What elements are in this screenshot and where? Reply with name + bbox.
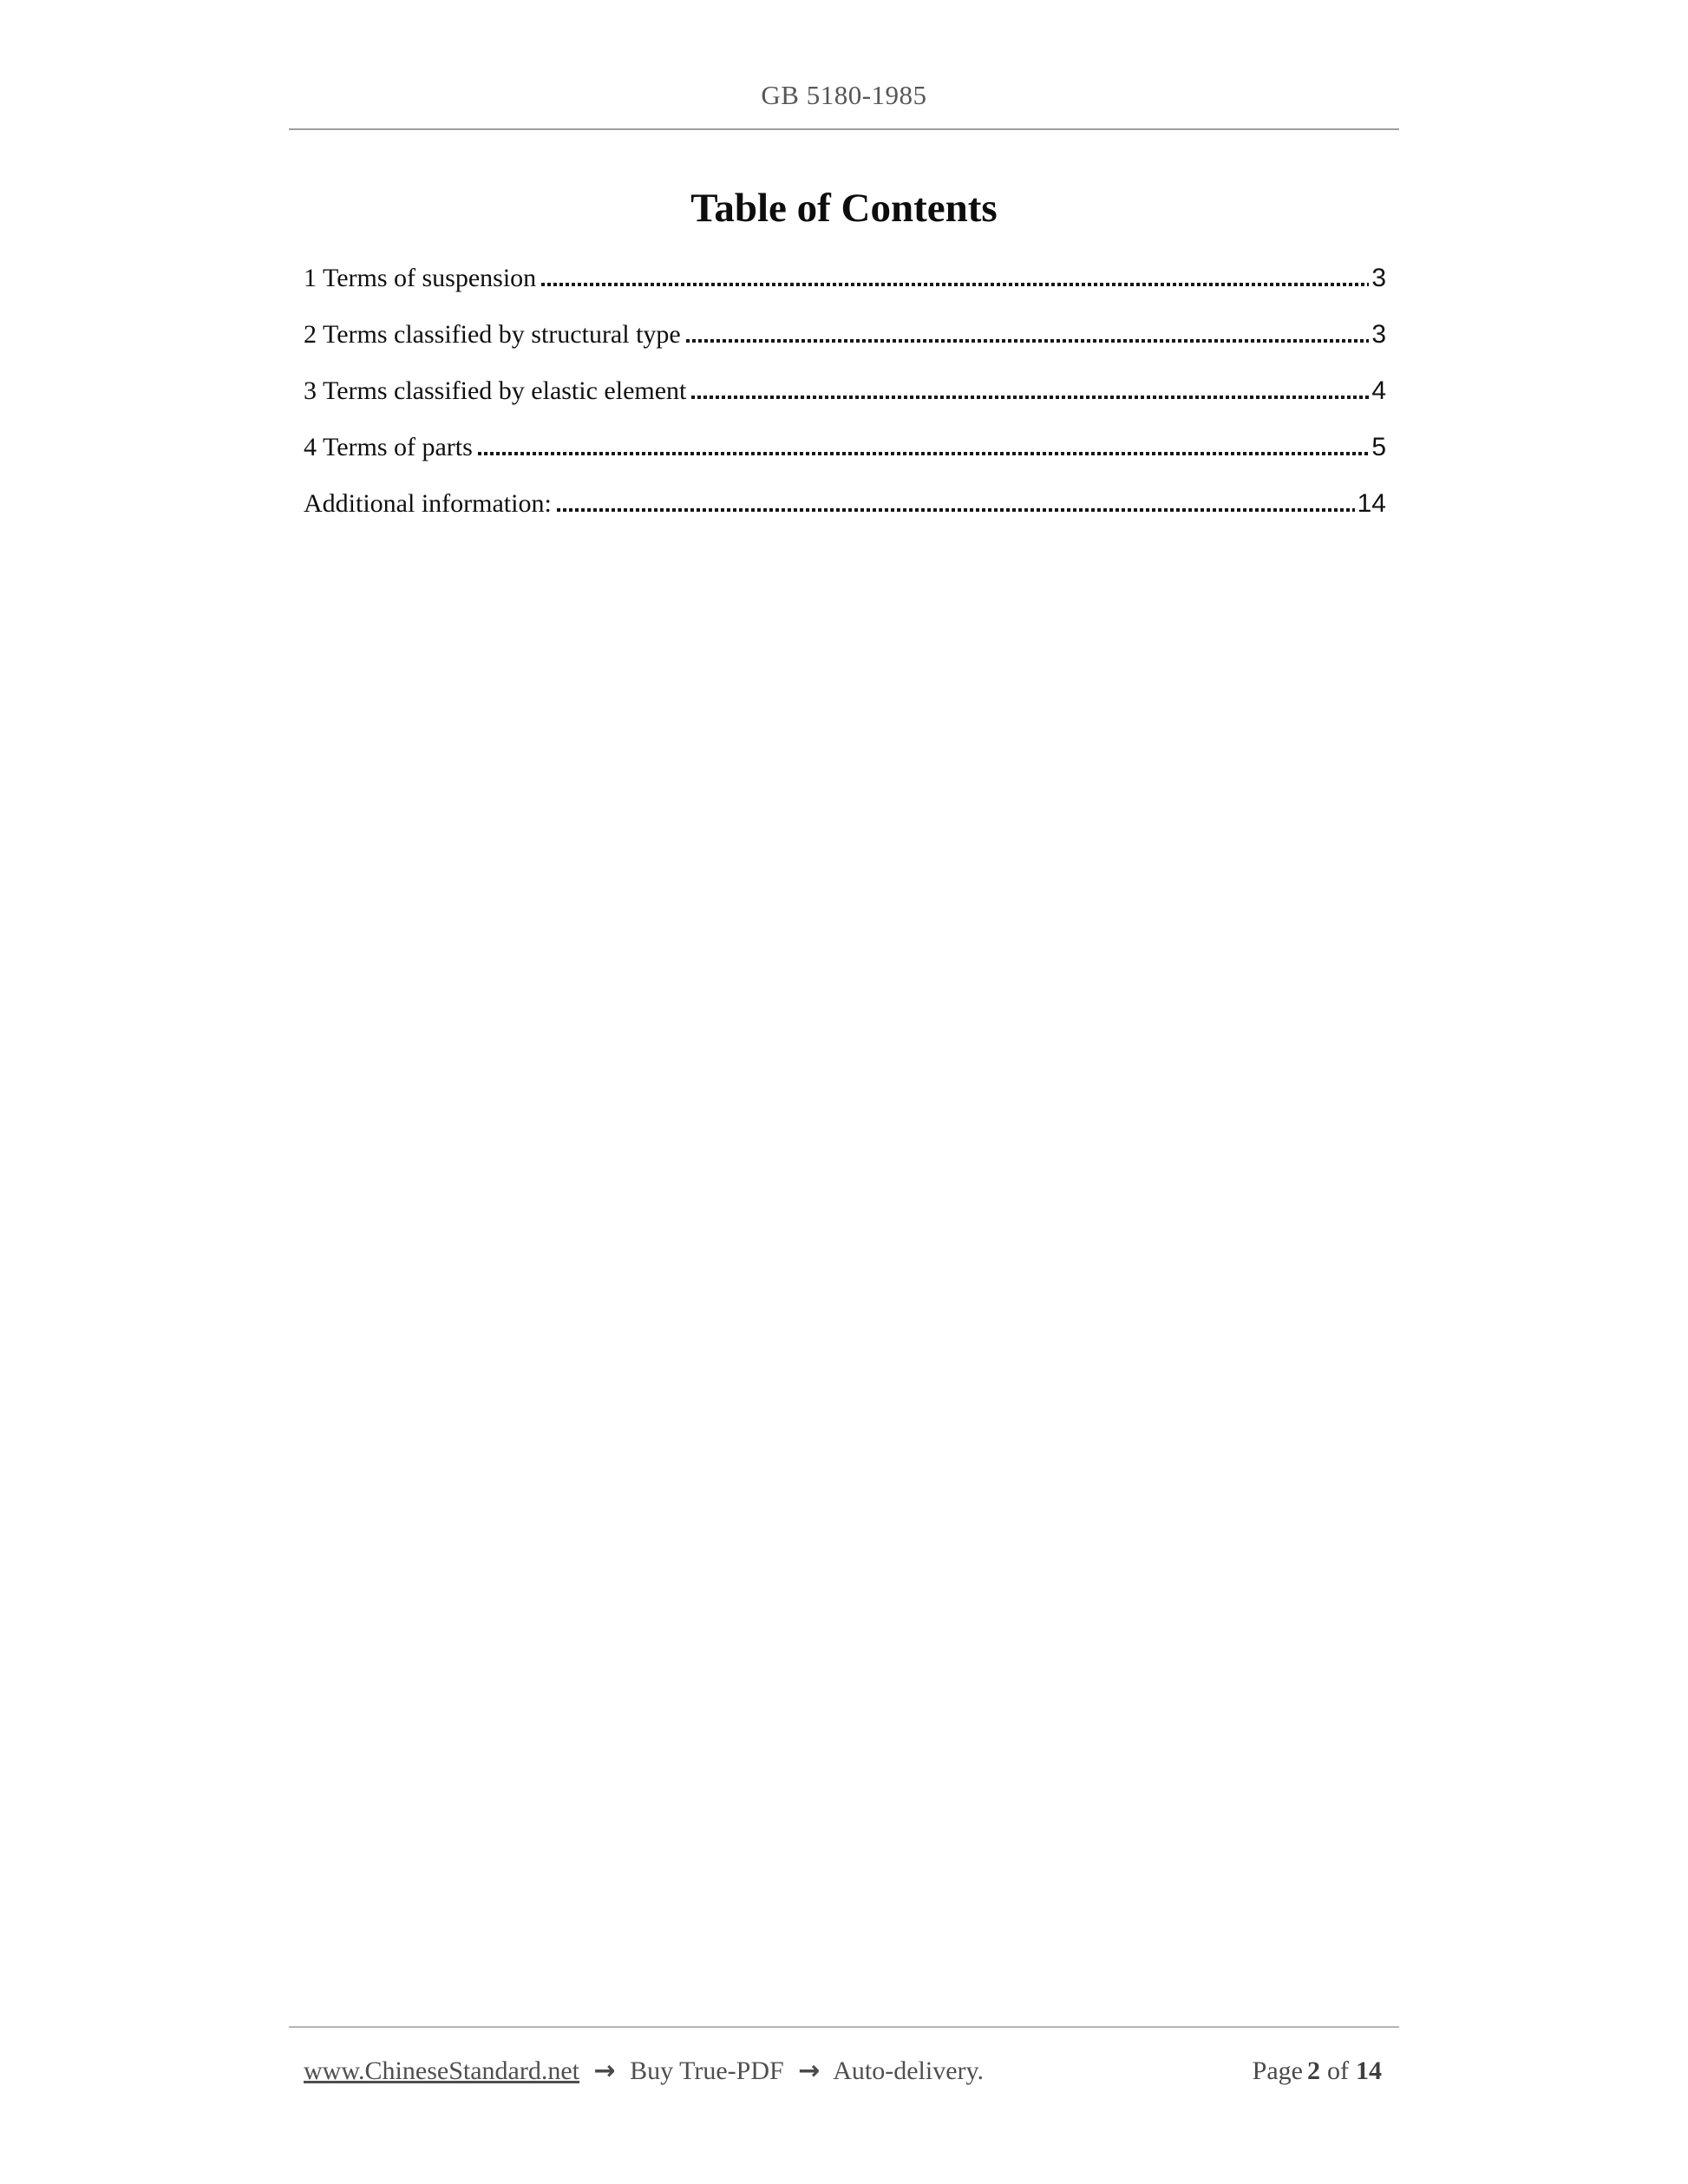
toc-entry-label: 4 Terms of parts — [304, 433, 473, 461]
toc-entry-page-number: 4 — [1371, 376, 1386, 405]
right-arrow-icon: → — [798, 2056, 821, 2086]
footer-promo-line — [304, 2052, 984, 2090]
toc-entry — [304, 306, 1386, 363]
toc-entry-label: 2 Terms classified by structural type — [304, 320, 681, 349]
toc-entry-label: Additional information: — [304, 489, 552, 518]
total-page-number: 14 — [1356, 2056, 1382, 2085]
toc-entry-page-number: 3 — [1371, 320, 1386, 349]
toc-entry-page-number: 5 — [1371, 433, 1386, 461]
toc-entry-page-number: 3 — [1371, 264, 1386, 292]
toc-entry — [304, 475, 1386, 532]
dot-leader — [691, 396, 1369, 399]
toc-entry-page-number: 14 — [1357, 489, 1386, 518]
page-indicator — [1253, 2052, 1386, 2090]
page-title: Table of Contents — [690, 186, 998, 231]
toc-entry — [304, 363, 1386, 419]
dot-leader — [478, 452, 1370, 455]
footer-divider — [289, 2026, 1399, 2028]
dot-leader — [541, 283, 1369, 286]
toc-entry — [304, 250, 1386, 306]
footer-buy-text: Buy True-PDF — [630, 2056, 784, 2085]
page-footer — [304, 2052, 1386, 2090]
header-divider — [289, 128, 1399, 130]
dot-leader — [686, 339, 1370, 343]
page-word: Page — [1252, 2056, 1303, 2085]
dot-leader — [557, 508, 1355, 512]
toc-entry-label: 1 Terms of suspension — [304, 264, 537, 292]
toc-entry-label: 3 Terms classified by elastic element — [304, 376, 687, 405]
website-link[interactable]: www.ChineseStandard.net — [304, 2056, 579, 2085]
header-standard-number: GB 5180-1985 — [761, 80, 927, 110]
table-of-contents — [304, 250, 1386, 532]
toc-entry — [304, 419, 1386, 475]
current-page-number: 2 — [1307, 2056, 1320, 2085]
right-arrow-icon: → — [593, 2056, 616, 2086]
of-word: of — [1327, 2056, 1349, 2085]
footer-delivery-text: Auto-delivery. — [833, 2056, 985, 2085]
